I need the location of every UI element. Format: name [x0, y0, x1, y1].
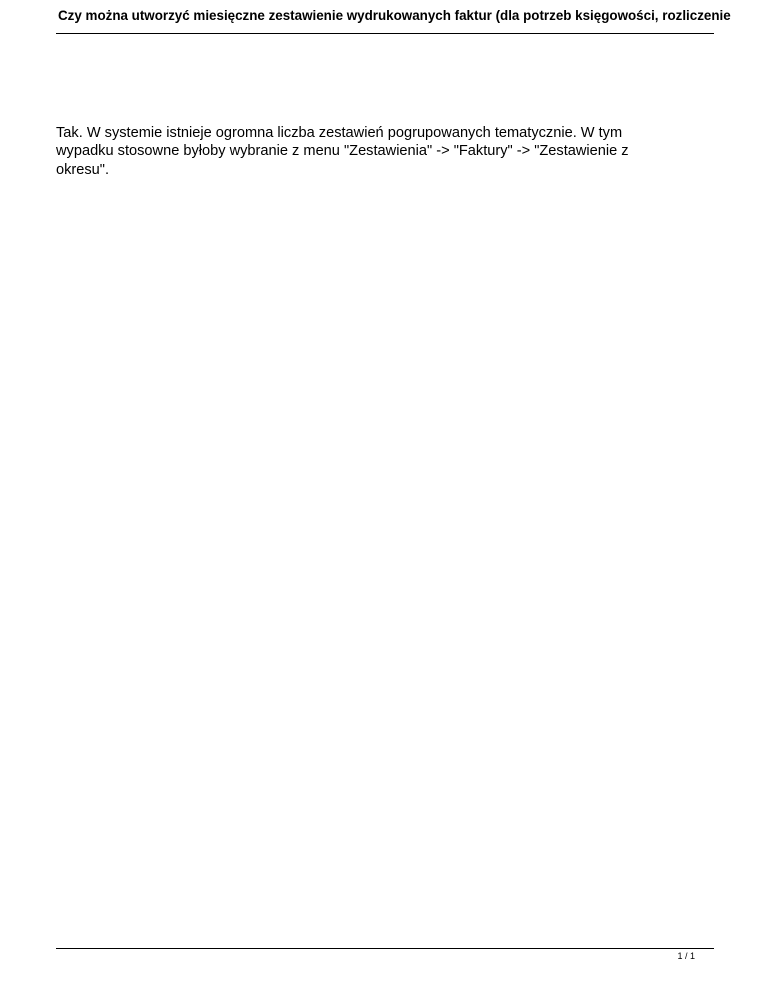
footer-divider [56, 948, 714, 949]
page-title: Czy można utworzyć miesięczne zestawienie wydrukowanych faktur (dla potrzeb księgowości, rozliczenie [58, 8, 731, 23]
header-divider [56, 33, 714, 34]
page-header [58, 7, 768, 25]
answer-paragraph: Tak. W systemie istnieje ogromna liczba zestawień pogrupowanych tematycznie. W tym wypadku stosowne byłoby wybranie z menu "Zestawienia" -> "Faktury" -> "Zestawienie z okresu". [56, 125, 629, 178]
page-number: 1 / 1 [677, 951, 695, 961]
